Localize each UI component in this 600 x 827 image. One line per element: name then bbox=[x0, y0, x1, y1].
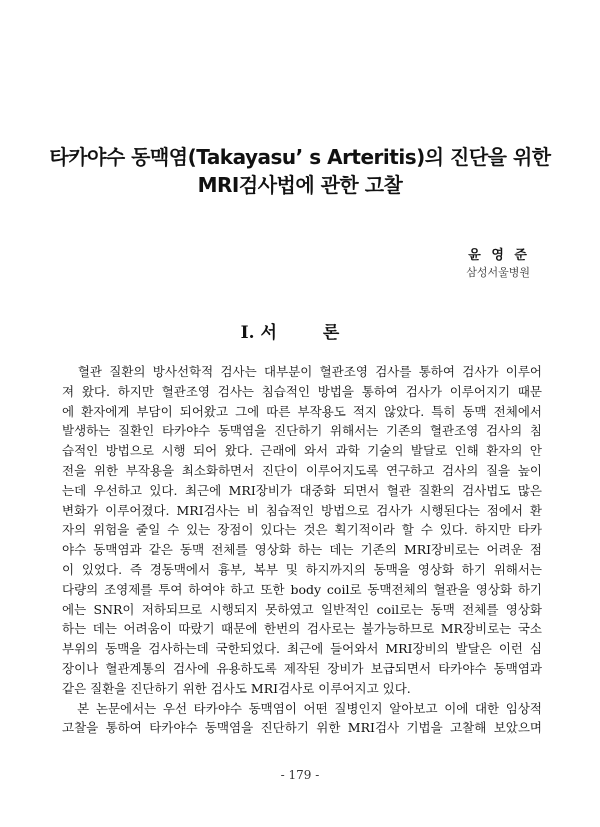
body-line: 발생하는 질환인 타카야수 동맥염을 진단하기 위해서는 기존의 혈관조영 검사의 침 bbox=[62, 423, 542, 439]
body-text bbox=[62, 362, 542, 738]
body-line: 하는 데는 어려움이 따랐기 때문에 한번의 검사로는 불가능하므로 MR장비로는 국소 bbox=[62, 621, 542, 637]
author-name: 윤 영 준 bbox=[468, 248, 530, 263]
body-line: 는데 우선하고 있다. 최근에 MRI장비가 대중화 되면서 혈관 질환의 검사법도 많은 bbox=[62, 482, 542, 498]
body-line: 이 있었다. 즉 경동맥에서 흉부, 복부 및 하지까지의 동맥을 영상화 하기 위해서는 bbox=[62, 561, 542, 577]
body-line: 에는 SNR이 저하되므로 시행되지 못하였고 일반적인 coil로는 동맥 전체를 영상화 bbox=[62, 601, 542, 617]
section-number: Ⅰ. bbox=[240, 323, 255, 343]
title-line-1: 타카야수 동맥염(Takayasu’ s Arteritis)의 진단을 위한 bbox=[49, 145, 551, 169]
body-line: 변화가 이루어졌다. MRI검사는 비 침습적인 방법으로 검사가 시행된다는 점에서 환 bbox=[62, 502, 542, 518]
body-line: 에 환자에게 부담이 되어왔고 그에 따른 부작용도 적지 않았다. 특히 동맥 전체에서 bbox=[62, 403, 542, 419]
section-heading bbox=[0, 318, 600, 343]
author-affiliation: 삼성서울병원 bbox=[466, 266, 530, 279]
body-line: 혈관 질환의 방사선학적 검사는 대부분이 혈관조영 검사를 통하여 검사가 이루어 bbox=[62, 364, 542, 379]
body-line: 져 왔다. 하지만 혈관조영 검사는 침습적인 방법을 통하여 검사가 이루어지기 때문 bbox=[62, 383, 542, 399]
paper-title bbox=[0, 143, 600, 199]
body-line: 본 논문에서는 우선 타카야수 동맥염이 어떤 질병인지 알아보고 이에 대한 임상적 bbox=[62, 700, 542, 716]
body-line: 야수 동맥염과 같은 동맥 전체를 영상화 하는 데는 기존의 MRI장비로는 어려운 점 bbox=[62, 542, 542, 558]
body-line: 고찰을 통하여 타카야수 동맥염을 진단하기 위한 MRI검사 기법을 고찰해 보았으며 bbox=[62, 720, 542, 736]
body-line: 다량의 조영제를 투여 하여야 하고 또한 body coil로 동맥전체의 혈관을 영상화 하기 bbox=[62, 581, 542, 597]
title-line-2: MRI검사법에 관한 고찰 bbox=[197, 173, 403, 197]
body-line: 습적인 방법으로 시행 되어 왔다. 근래에 와서 과학 기술의 발달로 인해 환자의 안 bbox=[62, 443, 542, 459]
body-line: 부위의 동맥을 검사하는데 국한되었다. 최근에 들어와서 MRI장비의 발달은 이런 심 bbox=[62, 641, 542, 657]
body-line: 같은 질환을 진단하기 위한 검사도 MRI검사로 이루어지고 있다. bbox=[62, 680, 411, 696]
body-line: 전을 위한 부작용을 최소화하면서 진단이 이루어지도록 연구하고 검사의 질을 높이 bbox=[62, 462, 542, 478]
body-line: 장이나 혈관계통의 검사에 유용하도록 제작된 장비가 보급되면서 타카야수 동맥염과 bbox=[62, 660, 542, 676]
page-number: - 179 - bbox=[280, 768, 320, 782]
section-title: 서 론 bbox=[260, 323, 360, 343]
body-line: 자의 위험을 줄일 수 있는 장점이 있다는 것은 획기적이라 할 수 있다. 하지만 타카 bbox=[62, 522, 542, 538]
